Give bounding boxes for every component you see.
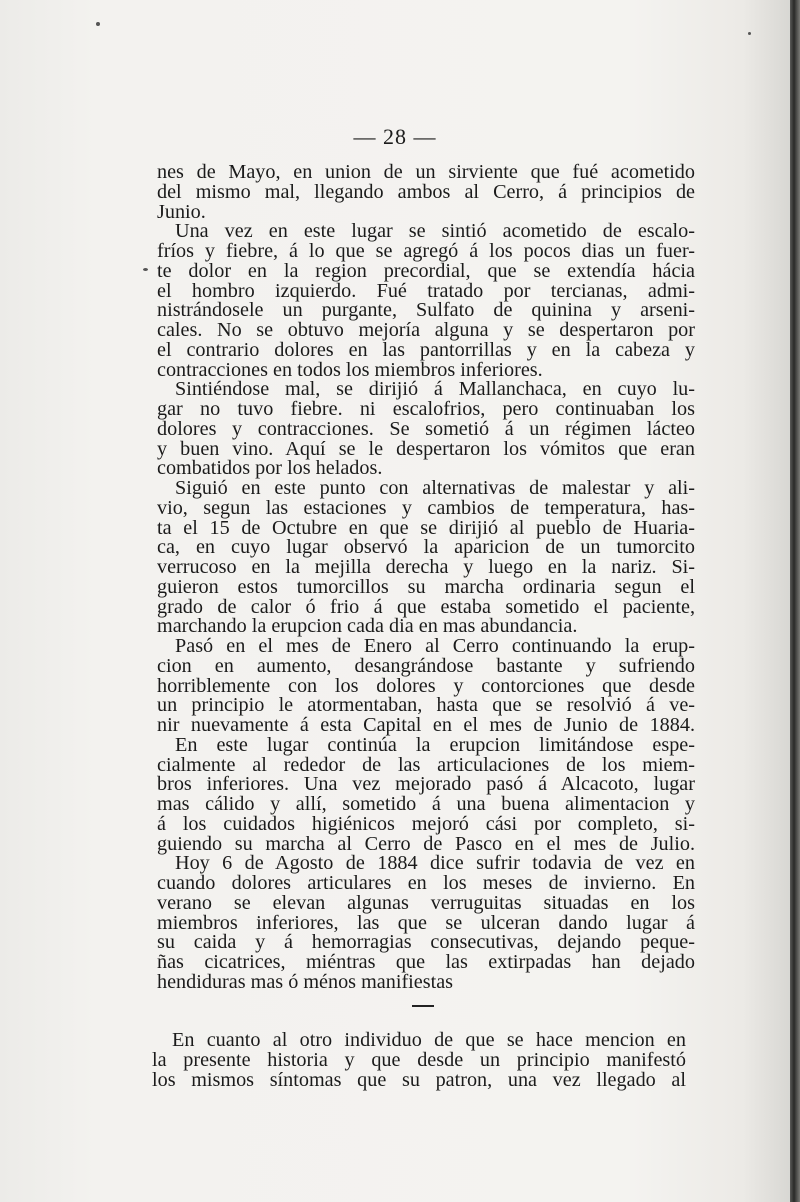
text-line: gar no tuvo fiebre. ni escalofrios, pero continuaban los <box>157 398 695 420</box>
text-line: Junio. <box>157 200 206 223</box>
text-line: dolores y contracciones. Se sometió á un régimen lácteo <box>157 417 695 440</box>
text-line: te dolor en la region precordial, que se extendía hácia <box>157 259 695 282</box>
text-line: Sintiéndose mal, se dirijió á Mallanchaca, en cuyo lu- <box>175 378 695 401</box>
text-line: grado de calor ó frio á que estaba sometido el paciente, <box>157 595 695 618</box>
text-line: su caida y á hemorragias consecutivas, dejando peque- <box>157 931 695 954</box>
ink-speck <box>748 32 751 35</box>
text-line: verrucoso en la mejilla derecha y luego en la nariz. Si- <box>157 556 695 578</box>
text-line: cuando dolores articulares en los meses de invierno. En <box>157 872 695 894</box>
text-line: el hombro izquierdo. Fué tratado por tercianas, admi- <box>157 279 695 302</box>
text-line: ta el 15 de Octubre en que se dirijió al pueblo de Huaria- <box>157 516 695 539</box>
second-text-block <box>152 1030 686 1090</box>
text-line: los mismos síntomas que su patron, una vez llegado al <box>152 1069 686 1091</box>
text-line: Pasó en el mes de Enero al Cerro continuando la erup- <box>175 635 695 657</box>
text-line: á los cuidados higiénicos mejoró cási por completo, si- <box>157 812 695 835</box>
text-line: Siguió en este punto con alternativas de malestar y ali- <box>175 477 695 499</box>
text-line: En este lugar continúa la erupcion limitándose espe- <box>175 733 695 756</box>
text-line: Una vez en este lugar se sintió acometido de escalo- <box>175 220 695 243</box>
text-line: guieron estos tumorcillos su marcha ordinaria segun el <box>157 575 695 598</box>
page-number: — 28 — <box>353 124 437 149</box>
text-line: Hoy 6 de Agosto de 1884 dice sufrir todavia de vez en <box>175 852 695 875</box>
text-line: vio, segun las estaciones y cambios de temperatura, has- <box>157 496 695 519</box>
text-line: un principio le atormentaban, hasta que se resolvió á ve- <box>157 694 695 717</box>
text-line: verano se elevan algunas verruguitas situadas en los <box>157 891 695 914</box>
main-text-block <box>157 163 695 993</box>
ink-speck <box>96 22 100 26</box>
text-line: hendiduras mas ó ménos manifiestas <box>157 970 454 993</box>
text-line: fríos y fiebre, á lo que se agregó á los pocos dias un fuer- <box>157 240 695 262</box>
text-line: ca, en cuyo lugar observó la aparicion de un tumorcito <box>157 536 695 559</box>
text-line: nistrándosele un purgante, Sulfato de quinina y arseni- <box>157 299 695 322</box>
text-line: ñas cicatrices, miéntras que las extirpadas han dejado <box>157 951 695 973</box>
text-line: combatidos por los helados. <box>157 457 383 480</box>
text-line: y buen vino. Aquí se le despertaron los vómitos que eran <box>157 437 695 460</box>
text-line: cales. No se obtuvo mejoría alguna y se despertaron por <box>157 319 695 341</box>
page-edge <box>790 0 800 1202</box>
text-line: la presente historia y que desde un principio manifestó <box>152 1049 686 1071</box>
text-line: En cuanto al otro individuo de que se hace mencion en <box>172 1029 686 1051</box>
text-line: bros inferiores. Una vez mejorado pasó á Alcacoto, lugar <box>157 773 695 796</box>
text-line: horriblemente con los dolores y contorciones que desde <box>157 674 695 697</box>
text-line: contracciones en todos los miembros inferiores. <box>157 358 543 381</box>
text-line: del mismo mal, llegando ambos al Cerro, á principios de <box>157 180 695 203</box>
text-line: marchando la erupcion cada dia en mas abundancia. <box>157 615 578 638</box>
section-divider <box>412 1005 434 1007</box>
text-line: guiendo su marcha al Cerro de Pasco en el mes de Julio. <box>157 832 695 855</box>
text-line: el contrario dolores en las pantorrillas y en la cabeza y <box>157 338 695 361</box>
ink-speck <box>143 268 148 271</box>
text-line: cion en aumento, desangrándose bastante y sufriendo <box>157 654 695 677</box>
text-line: nir nuevamente á esta Capital en el mes de Junio de 1884. <box>157 714 695 736</box>
text-line: nes de Mayo, en union de un sirviente que fué acometido <box>157 161 695 183</box>
text-line: mas cálido y allí, sometido á una buena alimentacion y <box>157 793 695 815</box>
text-line: cialmente al rededor de las articulaciones de los miem- <box>157 753 695 776</box>
text-line: miembros inferiores, las que se ulceran dando lugar á <box>157 911 695 934</box>
